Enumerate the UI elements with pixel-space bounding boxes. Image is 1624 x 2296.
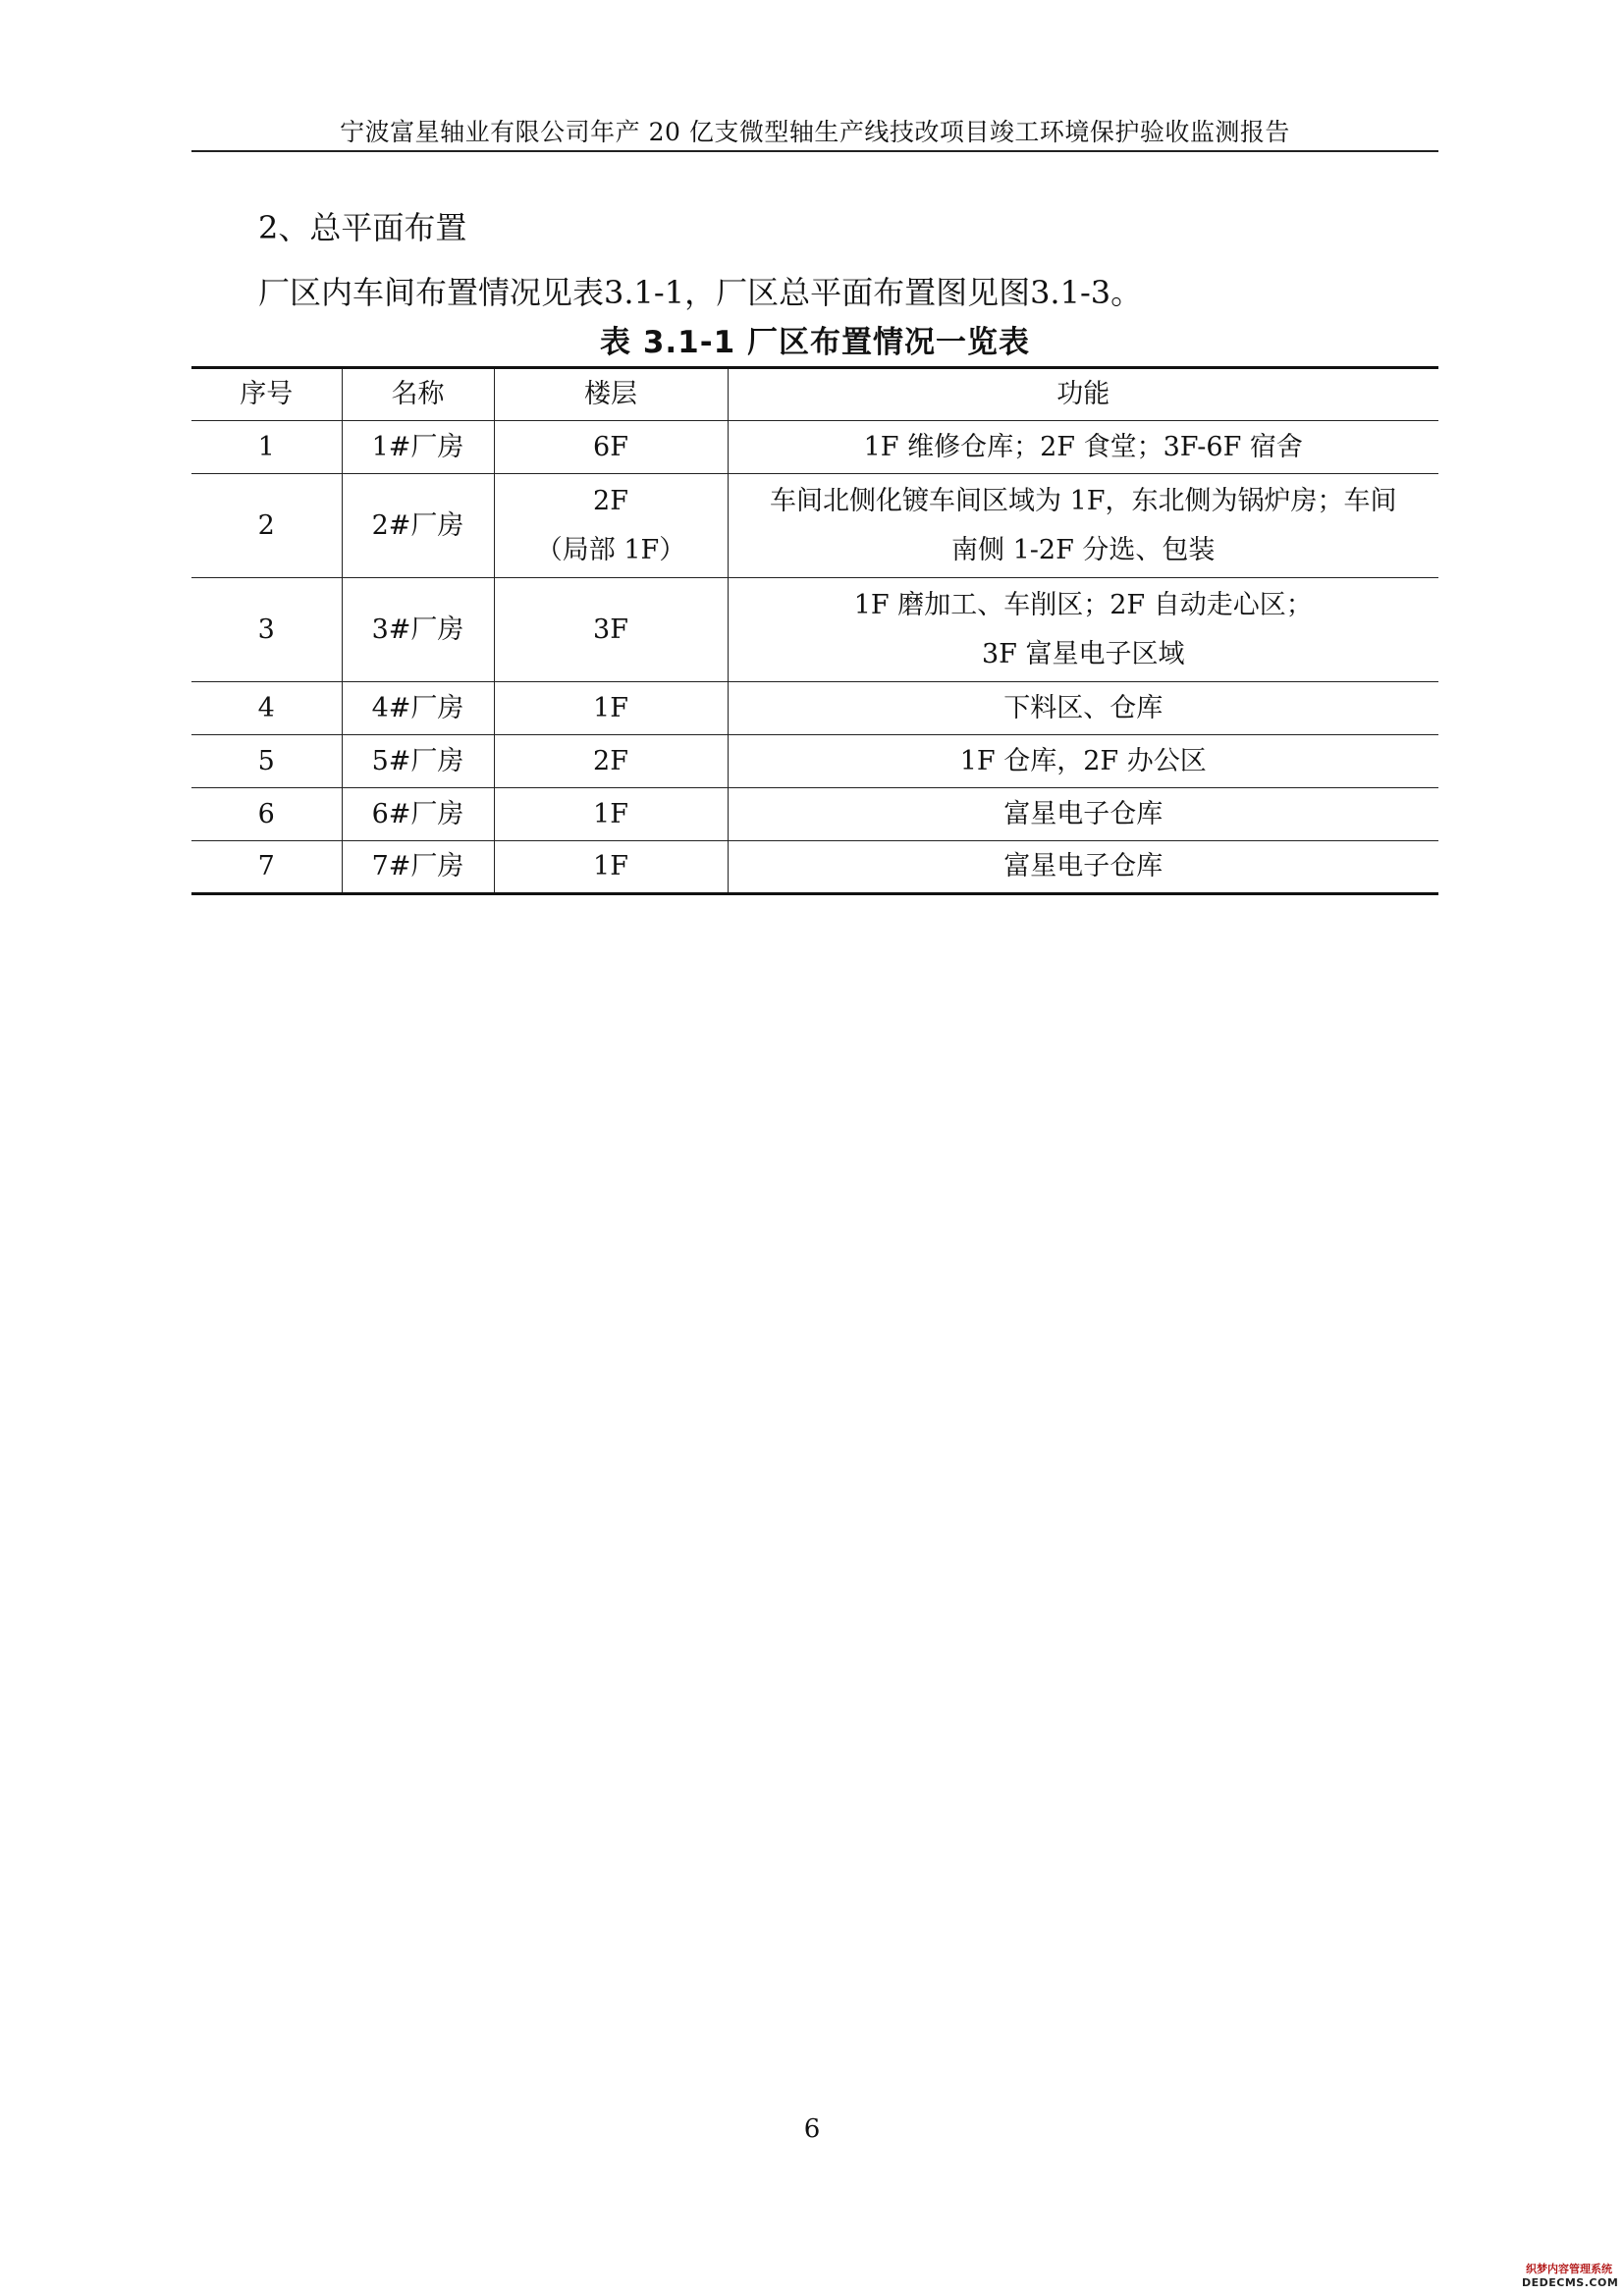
header-cell-no: 序号 <box>191 368 342 421</box>
cell-no: 4 <box>191 682 342 735</box>
table-row <box>191 841 1438 894</box>
table-row <box>191 788 1438 841</box>
table-row <box>191 682 1438 735</box>
cell-floor: 1F <box>494 841 728 894</box>
watermark-logo <box>1522 2263 1619 2290</box>
cell-function: 1F 维修仓库；2F 食堂；3F-6F 宿舍 <box>728 421 1438 474</box>
cell-name: 5#厂房 <box>342 735 494 788</box>
cell-function <box>728 578 1438 682</box>
table-header-row <box>191 368 1438 421</box>
cell-no: 2 <box>191 474 342 578</box>
cell-name: 7#厂房 <box>342 841 494 894</box>
table-row <box>191 474 1438 578</box>
cell-no: 6 <box>191 788 342 841</box>
header-rule <box>191 150 1438 152</box>
cell-function <box>728 474 1438 578</box>
intro-paragraph: 厂区内车间布置情况见表3.1-1，厂区总平面布置图见图3.1-3。 <box>258 274 1143 311</box>
cell-function: 下料区、仓库 <box>728 682 1438 735</box>
cell-no: 7 <box>191 841 342 894</box>
cell-name: 1#厂房 <box>342 421 494 474</box>
cell-floor-line: 2F <box>593 485 628 516</box>
cell-no: 1 <box>191 421 342 474</box>
section-heading: 2、总平面布置 <box>258 209 467 246</box>
table-row <box>191 578 1438 682</box>
watermark-line-2: DEDECMS.COM <box>1522 2276 1619 2289</box>
cell-function-line: 3F 富星电子区域 <box>982 638 1185 669</box>
cell-name: 2#厂房 <box>342 474 494 578</box>
table-caption: 表 3.1-1 厂区布置情况一览表 <box>600 325 1030 360</box>
cell-function: 1F 仓库，2F 办公区 <box>728 735 1438 788</box>
table-row <box>191 421 1438 474</box>
table-row <box>191 735 1438 788</box>
watermark-line-1: 织梦内容管理系统 <box>1526 2263 1612 2275</box>
cell-floor-line: （局部 1F） <box>535 534 686 565</box>
cell-name: 3#厂房 <box>342 578 494 682</box>
header-cell-floor: 楼层 <box>494 368 728 421</box>
cell-floor: 1F <box>494 682 728 735</box>
cell-function-line: 1F 磨加工、车削区；2F 自动走心区； <box>853 589 1313 620</box>
factory-layout-table <box>191 366 1438 895</box>
cell-function: 富星电子仓库 <box>728 841 1438 894</box>
cell-floor: 6F <box>494 421 728 474</box>
cell-floor: 3F <box>494 578 728 682</box>
header-cell-name: 名称 <box>342 368 494 421</box>
cell-no: 5 <box>191 735 342 788</box>
header-cell-function: 功能 <box>728 368 1438 421</box>
cell-no: 3 <box>191 578 342 682</box>
cell-function-line: 南侧 1-2F 分选、包装 <box>951 534 1216 565</box>
cell-floor <box>494 474 728 578</box>
cell-name: 4#厂房 <box>342 682 494 735</box>
cell-floor: 2F <box>494 735 728 788</box>
cell-function-line: 车间北侧化镀车间区域为 1F，东北侧为锅炉房；车间 <box>770 485 1397 516</box>
cell-name: 6#厂房 <box>342 788 494 841</box>
cell-function: 富星电子仓库 <box>728 788 1438 841</box>
page-number: 6 <box>803 2114 821 2144</box>
page-header: 宁波富星轴业有限公司年产 20 亿支微型轴生产线技改项目竣工环境保护验收监测报告 <box>340 118 1290 146</box>
cell-floor: 1F <box>494 788 728 841</box>
